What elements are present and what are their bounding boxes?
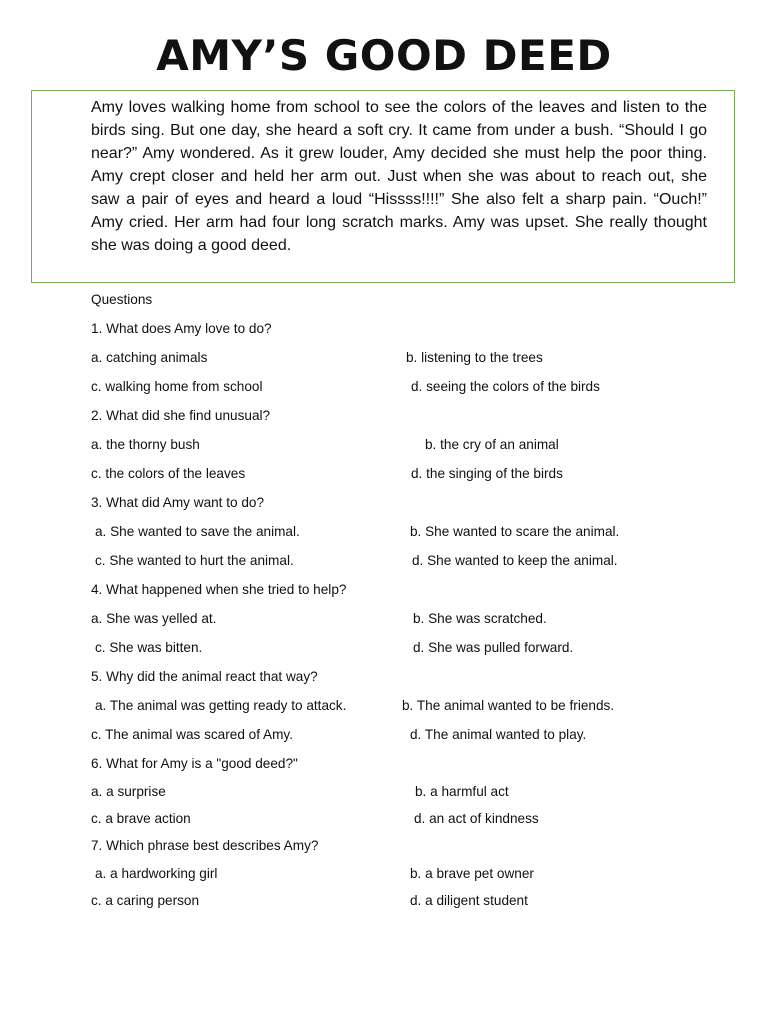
option-2d: d. the singing of the birds — [411, 466, 563, 481]
option-7a: a. a hardworking girl — [95, 866, 218, 881]
questions-heading: Questions — [91, 292, 153, 307]
option-6b: b. a harmful act — [415, 784, 509, 799]
question-3: 3. What did Amy want to do? — [91, 495, 265, 510]
question-5: 5. Why did the animal react that way? — [91, 669, 318, 684]
option-7c: c. a caring person — [91, 893, 200, 908]
option-1a: a. catching animals — [91, 350, 208, 365]
question-2: 2. What did she find unusual? — [91, 408, 271, 423]
option-6d: d. an act of kindness — [414, 811, 539, 826]
option-6a: a. a surprise — [91, 784, 166, 799]
option-5b: b. The animal wanted to be friends. — [402, 698, 615, 713]
option-3a: a. She wanted to save the animal. — [95, 524, 300, 539]
option-2c: c. the colors of the leaves — [91, 466, 246, 481]
option-5a: a. The animal was getting ready to attack. — [95, 698, 347, 713]
option-4d: d. She was pulled forward. — [413, 640, 574, 655]
option-7b: b. a brave pet owner — [410, 866, 534, 881]
option-5c: c. The animal was scared of Amy. — [91, 727, 293, 742]
question-1: 1. What does Amy love to do? — [91, 321, 272, 336]
option-3d: d. She wanted to keep the animal. — [412, 553, 618, 568]
option-1b: b. listening to the trees — [406, 350, 543, 365]
option-4a: a. She was yelled at. — [91, 611, 217, 626]
option-3c: c. She wanted to hurt the animal. — [95, 553, 294, 568]
option-2a: a. the thorny bush — [91, 437, 200, 452]
option-5d: d. The animal wanted to play. — [410, 727, 587, 742]
question-4: 4. What happened when she tried to help? — [91, 582, 347, 597]
question-6: 6. What for Amy is a "good deed?" — [91, 756, 298, 771]
option-2b: b. the cry of an animal — [425, 437, 559, 452]
option-3b: b. She wanted to scare the animal. — [410, 524, 620, 539]
worksheet-title: AMY’S GOOD DEED — [156, 31, 612, 80]
option-4b: b. She was scratched. — [413, 611, 547, 626]
story-paragraph: Amy loves walking home from school to see the colors of the leaves and listen to the birds sing. But one day, she heard a soft cry. It came from under a bush. “Should I go near?” Amy wondered. As it grew louder, Amy decided she must help the poor thing. Amy crept closer and held her arm out. Just when she was about to reach out, she saw a pair of eyes and heard a loud “Hissss!!!!” She also felt a sharp pain. “Ouch!” Amy cried. Her arm had four long scratch marks. Amy was upset. She really thought she was doing a good deed. — [91, 99, 707, 254]
option-7d: d. a diligent student — [410, 893, 528, 908]
option-1d: d. seeing the colors of the birds — [411, 379, 600, 394]
story-box — [31, 90, 735, 283]
question-7: 7. Which phrase best describes Amy? — [91, 838, 319, 853]
option-1c: c. walking home from school — [91, 379, 263, 394]
option-4c: c. She was bitten. — [95, 640, 203, 655]
option-6c: c. a brave action — [91, 811, 191, 826]
